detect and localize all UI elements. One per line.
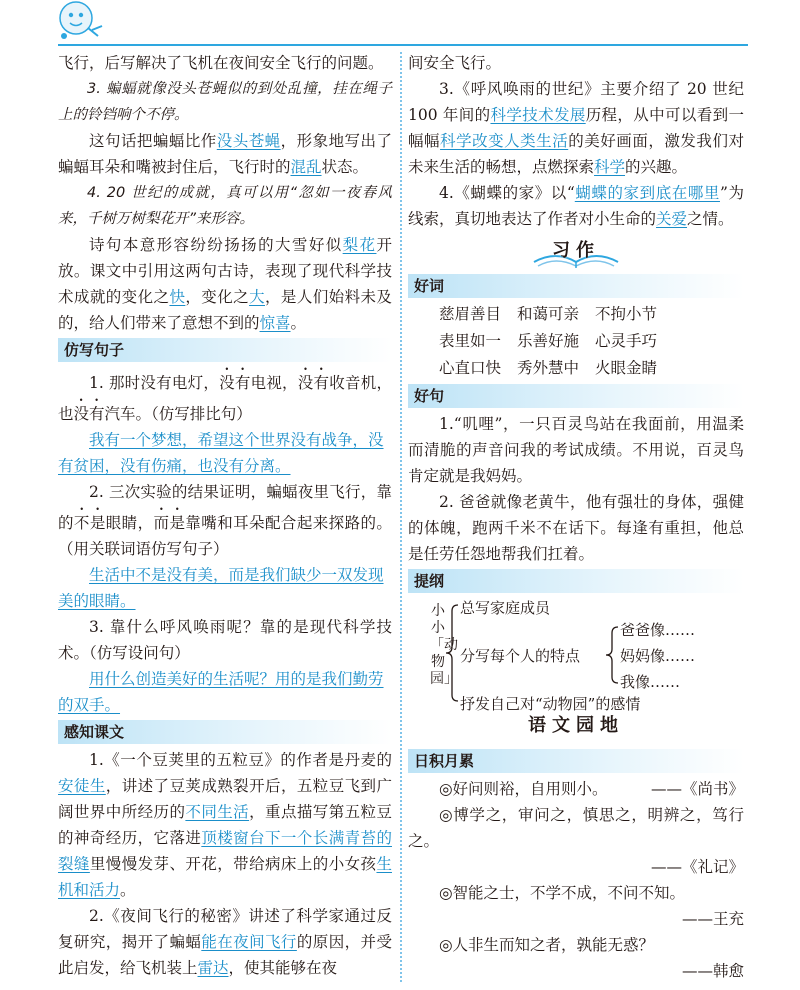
banner-composition (408, 236, 744, 272)
imitate-question-3: 3. 靠什么呼风唤雨呢？靠的是现代科学技术。（仿写设问句） (58, 618, 392, 662)
outline-subnode: 爸爸像…… (620, 621, 696, 639)
section-title-perceive: 感知课文 (58, 720, 392, 744)
saying-3: ◎智能之士，不学不成，不问不知。 (439, 884, 686, 902)
analysis-paragraph-3: 这句话把蝙蝠比作没头苍蝇，形象地写出了蝙蝠耳朵和嘴被封住后，飞行时的混乱状态。 (58, 132, 392, 176)
section-title-accumulation: 日积月累 (408, 749, 744, 773)
outline-root-title: 小小「动物园」 (430, 603, 458, 687)
answer-blank: 生机和活力 (58, 855, 392, 899)
answer-blank: 蝴蝶的家到底在哪里 (574, 184, 720, 202)
answer-blank: 能在夜间飞行 (201, 933, 297, 951)
answer-blank: 大 (249, 288, 265, 306)
perceive-item-4: 4.《蝴蝶的家》以“蝴蝶的家到底在哪里”为线索，真切地表达了作者对小生命的关爱之情。 (408, 184, 744, 228)
answer-blank: 科学 (594, 158, 626, 176)
answer-blank: 科学技术发展 (490, 106, 586, 124)
paragraph-continued: 间安全飞行。 (408, 54, 502, 72)
right-column (408, 50, 744, 984)
answer-blank: 惊喜 (259, 314, 291, 332)
perceive-item-2: 2.《夜间飞行的秘密》讲述了科学家通过反复研究，揭开了蝙蝠能在夜间飞行的原因，并受此启发，给飞机装上雷达，使其能够在夜 (58, 907, 392, 977)
quote-sentence-4: 4. 20 世纪的成就，真可以用“忽如一夜春风来，千树万树梨花开”来形容。 (58, 185, 392, 227)
answer-blank: 混乱 (290, 158, 322, 176)
imitate-question-2: 2. 三次实验的结果证明，蝙蝠夜里飞行，靠的不是眼睛，而是靠嘴和耳朵配合起来探路的。（用关联词语仿写句子） (58, 483, 392, 558)
banner-chinese-garden (408, 711, 744, 747)
outline-subnode: 妈妈像…… (620, 647, 696, 665)
section-title-imitate: 仿写句子 (58, 338, 392, 362)
answer-blank: 不同生活 (185, 803, 250, 821)
quote-sentence-3: 3. 蝙蝠就像没头苍蝇似的到处乱撞，挂在绳子上的铃铛响个不停。 (58, 81, 392, 123)
answer-blank: 关爱 (656, 210, 688, 228)
imitate-answer-2: 生活中不是没有美，而是我们缺少一双发现美的眼睛。 (58, 566, 384, 610)
good-sentence-2: 2. 爸爸就像老黄牛，他有强壮的身体，强健的体魄，跑两千米不在话下。每逢有重担，他总是任劳任怨地帮我们扛着。 (408, 493, 744, 563)
saying-source: ——王充 (681, 910, 744, 928)
answer-blank: 雷达 (197, 959, 229, 977)
outline-node: 分写每个人的特点 (460, 647, 581, 665)
section-title-outline: 提纲 (408, 569, 744, 593)
column-divider (400, 52, 402, 982)
answer-blank: 没头苍蝇 (216, 132, 281, 150)
section-title-good-words: 好词 (408, 274, 744, 298)
good-sentence-1: 1.“叽哩”，一只百灵鸟站在我面前，用温柔而清脆的声音问我的考试成绩。不用说，百灵鸟肯定就是我妈妈。 (408, 415, 744, 485)
saying-source: ——《礼记》 (650, 858, 744, 876)
imitate-answer-1: 我有一个梦想，希望这个世界没有战争，没有贫困，没有伤痛，也没有分离。 (58, 431, 384, 475)
saying-source: ——韩愈 (681, 962, 744, 980)
outline-node: 总写家庭成员 (460, 599, 551, 617)
answer-blank: 顶楼窗台下一个长满青苔的裂缝 (58, 829, 392, 873)
saying-1: ◎好问则裕，自用则小。 ——《尚书》 (408, 776, 744, 802)
outline-node: 抒发自己对“动物园”的感情 (460, 695, 641, 713)
answer-blank: 科学改变人类生活 (440, 132, 569, 150)
outline-subnode: 我像…… (620, 673, 681, 691)
word-row: 心直口快 秀外慧中 火眼金睛 (439, 359, 658, 377)
section-title-good-sentences: 好句 (408, 384, 744, 408)
word-row: 表里如一 乐善好施 心灵手巧 (439, 332, 658, 350)
answer-blank: 快 (169, 288, 186, 306)
perceive-item-3: 3.《呼风唤雨的世纪》主要介绍了 20 世纪 100 年间的科学技术发展历程，从中可以看到一幅幅科学改变人类生活的美好画面，激发我们对未来生活的畅想，点燃探索科学的兴趣。 (408, 80, 744, 176)
left-column (58, 50, 392, 981)
imitate-answer-3: 用什么创造美好的生活呢？用的是我们勤劳的双手。 (58, 670, 384, 714)
banner-composition-title: 习作 (552, 240, 600, 261)
outline-tree (408, 599, 744, 713)
moon-mascot-icon (52, 0, 114, 42)
answer-blank: 梨花 (342, 236, 377, 254)
analysis-paragraph-4: 诗句本意形容纷纷扬扬的大雪好似梨花开放。课文中引用这两句古诗，表现了现代科学技术成就的变化之快，变化之大，是人们始料未及的，给人们带来了意想不到的惊喜。 (58, 236, 392, 332)
saying-source: ——《尚书》 (650, 780, 744, 798)
perceive-item-1: 1.《一个豆荚里的五粒豆》的作者是丹麦的安徒生，讲述了豆荚成熟裂开后，五粒豆飞到广阔世界中所经历的不同生活，重点描写第五粒豆的神奇经历，它落进顶楼窗台下一个长满青苔的裂缝里慢慢发芽、开花，带给病床上的小女孩生机和活力。 (58, 751, 392, 899)
saying-4: ◎人非生而知之者，孰能无惑？ ——韩愈 (408, 932, 744, 958)
paragraph-continued: 飞行，后写解决了飞机在夜间安全飞行的问题。 (58, 54, 384, 72)
banner-chinese-garden-title: 语文园地 (528, 715, 624, 736)
imitate-question-1: 1. 那时没有电灯，没有电视，没有收音机，也没有汽车。（仿写排比句） (58, 374, 392, 423)
header-rule (58, 44, 748, 46)
word-row: 慈眉善目 和蔼可亲 不拘小节 (439, 305, 658, 323)
saying-2: ◎博学之，审问之，慎思之，明辨之，笃行之。 (408, 806, 744, 850)
answer-blank: 安徒生 (58, 777, 106, 795)
